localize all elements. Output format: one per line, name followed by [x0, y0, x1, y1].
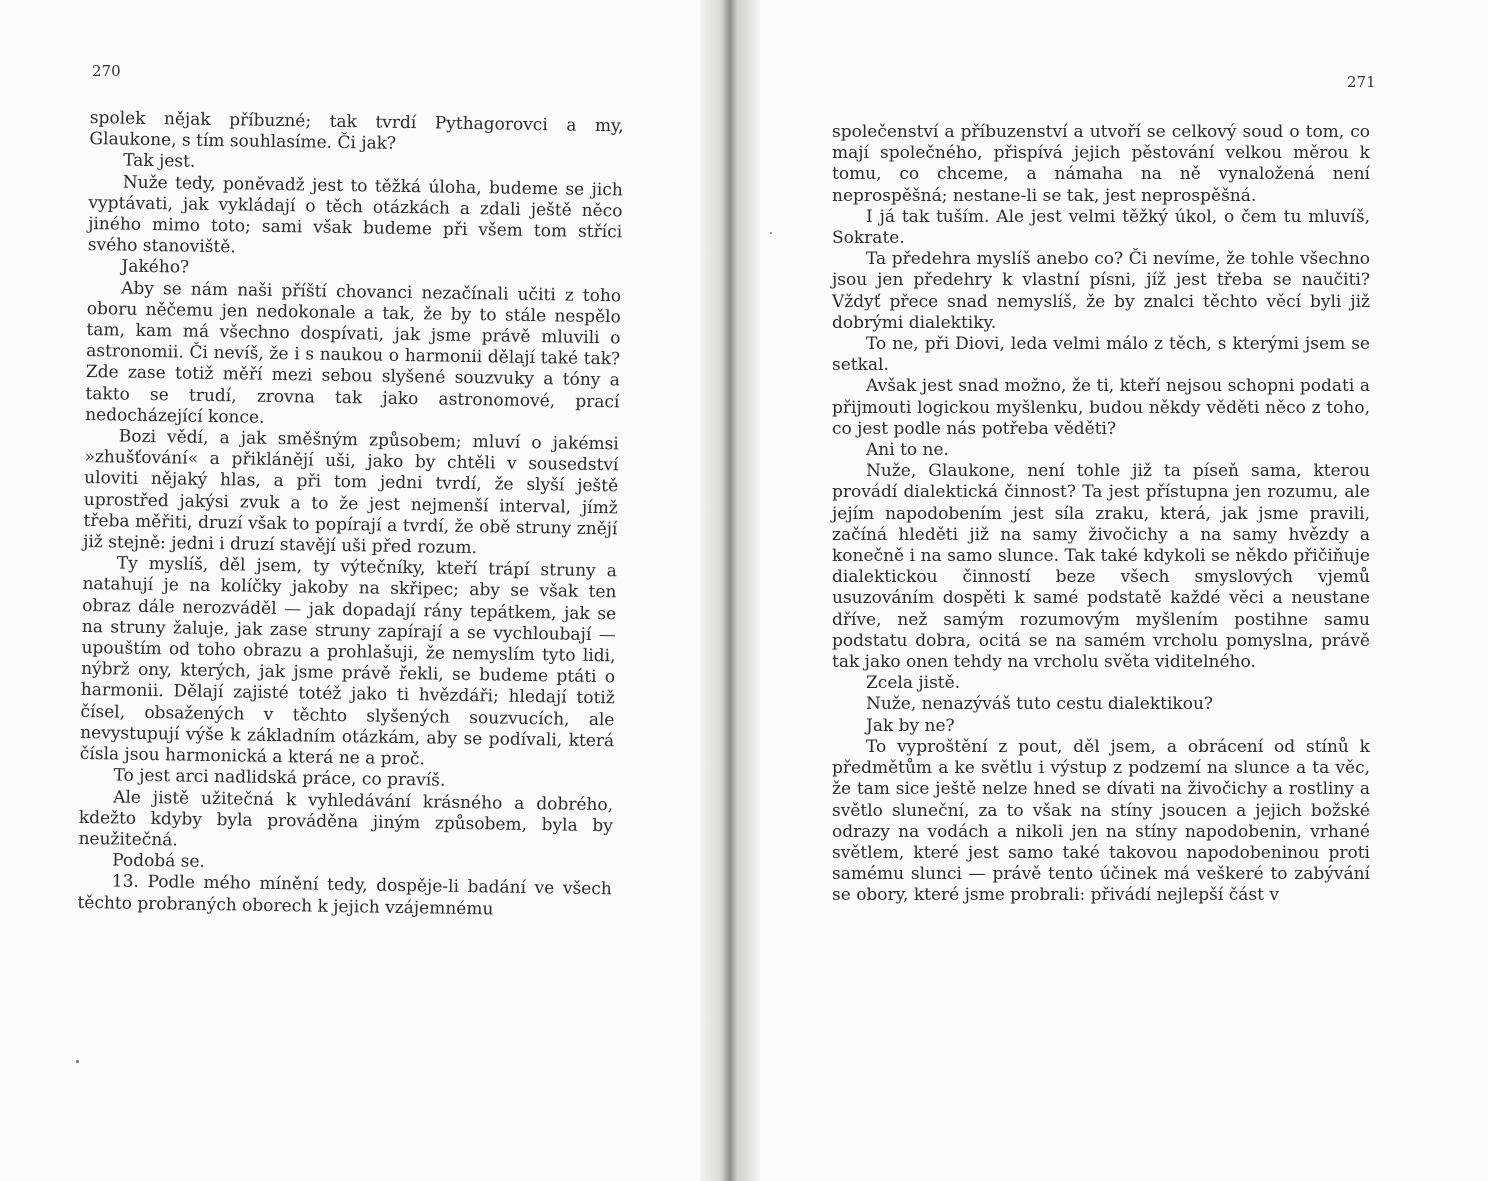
paragraph: Bozi vědí, a jak směšným způsobem; mluví o jakémsi »zhušťování« a přiklánějí uši, jako by chtěli v sousedství uloviti nějaký hlas, a při tom jedni tvrdí, že slyší ještě uprostřed jakýsi zvuk a to že jest nejmenší interval, jímž třeba měřiti, druzí však to popírají a tvrdí, že obě struny znějí již stejně: jedni i druzí stavějí uši před rozum.	[83, 426, 619, 559]
paragraph: Jak by ne?	[866, 715, 955, 736]
paragraph: Nuže, nenazýváš tuto cestu dialektikou?	[866, 694, 1214, 715]
paragraph: Zcela jistě.	[866, 673, 961, 694]
paragraph: 13. Podle mého mínění tedy, dospěje-li badání ve všech těchto probraných oborech k jejich vzájemnému	[77, 871, 612, 919]
paragraph: To vyproštění z pout, děl jsem, a obrácení od stínů k předmětům a ke světlu i výstup z podzemí na slunce a ta věc, že tam sice ještě nelze hned se dívati na živočichy a rostliny a světlo sluneční, za to však na stíny jsoucen a jejich božské odrazy na vodách a nikoli jen na stíny napodobenin, vrhané světlem, které jest samo také takovou napodobeninou proti samému slunci — právě tento účinek má veškeré to zabývání se obory, které jsme probrali: přivádí nejlepší část v	[832, 736, 1370, 906]
paragraph: Tak jest.	[123, 150, 196, 173]
paragraph: společenství a příbuzenství a utvoří se celkový soud o tom, co mají společného, přispívá jejich pěstování velkou měrou k tomu, co chceme, a námaha na ně vynaložená není neprospěšná; nestane-li se tak, jest neprospěšná.	[832, 122, 1370, 206]
paragraph: To ne, při Diovi, leda velmi málo z těch, s kterými jsem se setkal.	[832, 334, 1370, 376]
page-number-right: 271	[1347, 73, 1376, 91]
right-page-text	[832, 122, 1370, 907]
paragraph: Avšak jest snad možno, že ti, kteří nejsou schopni podati a přijmouti logickou myšlenku, budou někdy věděti něco z toho, co jest podle nás potřeba věděti?	[832, 376, 1370, 439]
paragraph: Ani to ne.	[866, 440, 949, 461]
paragraph: Nuže tedy, poněvadž jest to těžká úloha, budeme se jich vyptávati, jak vykládají o těch otázkách a zdali ještě něco jiného mimo toto; sami však budeme při všem tom stříci svého stanoviště.	[87, 172, 623, 258]
left-page	[0, 0, 720, 1181]
ink-speck	[770, 232, 772, 234]
paragraph: I já tak tuším. Ale jest velmi těžký úkol, o čem tu mluvíš, Sokrate.	[832, 206, 1370, 249]
paragraph: Podobá se.	[112, 850, 206, 873]
ink-speck	[76, 1060, 79, 1063]
paragraph: Ty myslíš, děl jsem, ty výtečníky, kteří trápí struny a natahují je na kolíčky jakoby na skřipec; aby se však ten obraz dále nerozváděl — jak dopadají rány tepátkem, jak se na struny žaluje, jak zase struny zapírají a se vychloubají — upouštím od toho obrazu a prohlašuji, že nemyslím tyto lidi, nýbrž ony, kterých, jak jsme právě řekli, se budeme ptáti o harmonii. Dělají zajisté totéž jako ti hvězdáři; hledají totiž čísel, obsažených v těchto slyšených souzvucích, ale nevystupují výše k základním otázkám, aby se podívali, která čísla jsou harmonická a která ne a proč.	[79, 553, 617, 770]
page-number-left: 270	[92, 62, 121, 80]
paragraph: Aby se nám naši příští chovanci nezačínali učiti z toho oboru něčemu jen nedokonale a tak, že by to stále nespělo tam, kam má všechno dospívati, jak jsme právě mluvili o astronomii. Či nevíš, že i s naukou o harmonii dělají také tak? Zde zase totiž měří mezi sebou slyšené souzvuky a tóny a takto se trudí, zrovna tak jako astronomové, prací nedocházející konce.	[85, 278, 622, 428]
paragraph: Jakého?	[121, 256, 190, 278]
paragraph: Ale jistě užitečná k vyhledávání krásného a dobrého, kdežto kdyby byla prováděna jiným způsobem, byla by neužitečná.	[78, 786, 614, 851]
paragraph: Ta předehra myslíš anebo co? Či nevíme, že tohle všechno jsou jen předehry k vlastní písni, jíž jest třeba se naučiti? Vždyť přece snad nemyslíš, že by znalci těchto věcí byli již dobrými dialektiky.	[832, 249, 1370, 333]
paragraph: spolek nějak příbuzné; tak tvrdí Pythagorovci a my, Glaukone, s tím souhlasíme. Či jak?	[89, 108, 624, 155]
left-page-text	[77, 108, 624, 922]
right-page	[760, 0, 1488, 1181]
paragraph: To jest arci nadlidská práce, co pravíš.	[113, 765, 446, 791]
paragraph: Nuže, Glaukone, není tohle již ta píseň sama, kterou provádí dialektická činnost? Ta jest přístupna jen rozumu, ale jejím napodobením jest síla zraku, která, jak jsme pravili, začíná hleděti již na samy živočichy a na samy hvězdy a konečně i na samo slunce. Tak také kdykoli se někdo přičiňuje dialektickou činností beze všech smyslových vjemů usuzováním dospěti k samé podstatě každé věci a neustane dříve, než samým rozumovým myšlením postihne samu podstatu dobra, ocitá se na samém vrcholu pomyslna, právě tak jako onen tehdy na vrcholu světa viditelného.	[832, 461, 1370, 673]
